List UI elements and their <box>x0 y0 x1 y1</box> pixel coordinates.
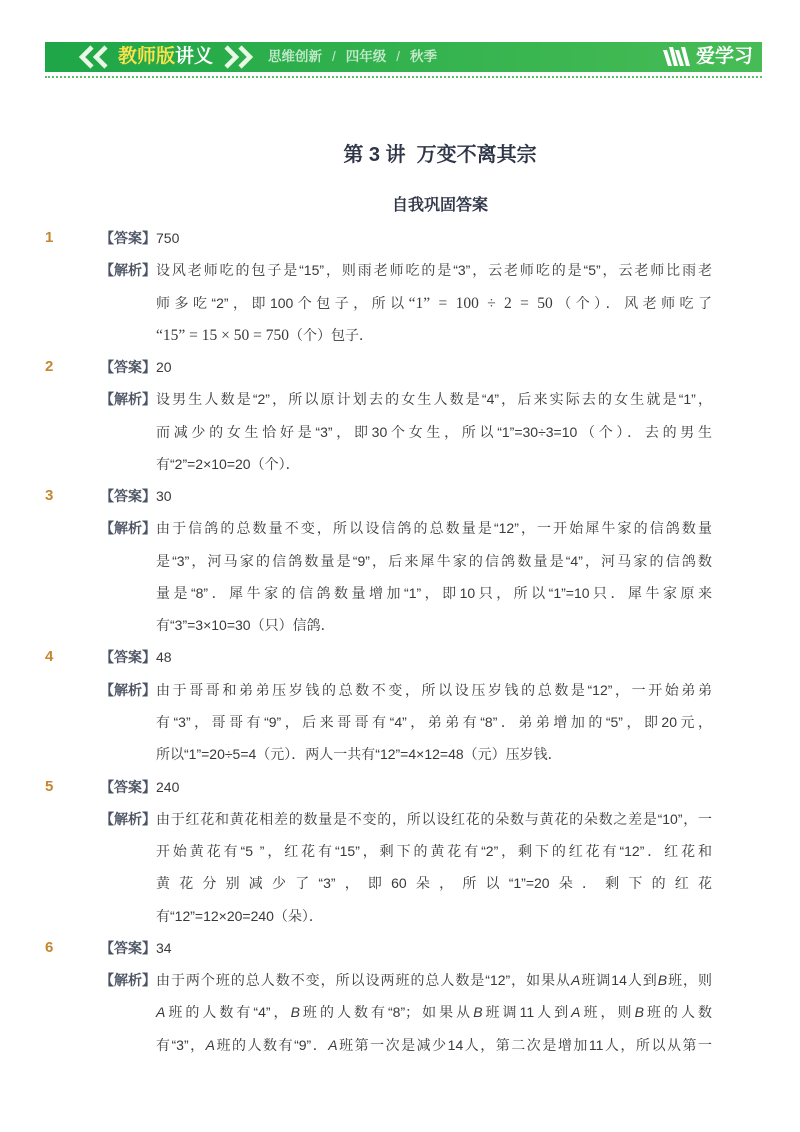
analysis-line <box>45 996 712 1028</box>
answer-row <box>45 222 712 254</box>
analysis-line <box>45 416 712 448</box>
analysis-line <box>45 545 712 577</box>
item-number: 2 <box>45 358 54 376</box>
analysis-text <box>156 254 712 286</box>
edition-label <box>118 42 213 72</box>
answer-item <box>45 932 712 1061</box>
analysis-line <box>45 512 712 544</box>
text-run: 设风老师吃的包子是“15”，则雨老师吃的是“3”，云老师吃的是“5”，云老师比雨老 <box>156 262 712 279</box>
text-run: 由于哥哥和弟弟压岁钱的总数不变，所以设压岁钱的总数是“12”，一开始弟弟 <box>156 681 712 698</box>
analysis-text <box>156 964 712 996</box>
item-number: 4 <box>45 648 54 666</box>
analysis-line <box>45 867 712 899</box>
text-run: 有“12”=12×20=240（朵）． <box>156 907 323 924</box>
class-letter: A <box>571 972 581 989</box>
text-run: 班的人数有“4”， <box>165 1004 291 1021</box>
answer-item <box>45 480 712 641</box>
class-letter: A <box>328 1036 338 1053</box>
analysis-label: 【解析】 <box>100 810 156 827</box>
breadcrumb-grade: 四年级 <box>345 49 387 64</box>
class-letter: B <box>657 972 668 989</box>
analysis-text <box>156 319 712 352</box>
text-run: 师多吃“2”，即100个包子，所以 <box>156 294 409 311</box>
class-letter: A <box>571 1004 581 1021</box>
text-run: 班第一次是减少14人，第二次是增加11人，所以从第一 <box>337 1036 712 1053</box>
item-number: 6 <box>45 938 54 956</box>
answer-row <box>45 351 712 383</box>
answer-row <box>45 480 712 512</box>
breadcrumb-separator: / <box>396 49 401 64</box>
answer-item <box>45 351 712 480</box>
text-run: 量是“8”．犀牛家的信鸽数量增加“1”，即10只，所以“1”=10只．犀牛家原来 <box>156 584 712 601</box>
answer-label: 【答案】 <box>100 939 156 956</box>
header-divider <box>45 76 762 78</box>
analysis-line <box>45 287 712 319</box>
double-chevron-left-icon <box>75 42 115 72</box>
analysis-line <box>45 319 712 351</box>
analysis-line <box>45 609 712 641</box>
text-run: 班的人数 <box>643 1004 712 1021</box>
double-chevron-right-icon <box>221 42 257 72</box>
analysis-label: 【解析】 <box>100 972 156 989</box>
class-letter: A <box>205 1036 215 1053</box>
answer-label: 【答案】 <box>100 488 156 505</box>
analysis-line <box>45 964 712 996</box>
text-run: 是“3”，河马家的信鸽数量是“9”，后来犀牛家的信鸽数量是“4”，河马家的信鸽数 <box>156 552 712 569</box>
analysis-text <box>156 545 712 577</box>
math-expression: “15” = 15 × 50 = 750 <box>156 326 289 344</box>
item-number: 3 <box>45 487 54 505</box>
header-banner <box>45 42 762 72</box>
answer-value: 34 <box>156 939 172 956</box>
item-number: 1 <box>45 229 54 246</box>
analysis-line <box>45 448 712 480</box>
analysis-label: 【解析】 <box>100 262 156 279</box>
analysis-line <box>45 674 712 706</box>
analysis-text <box>156 835 712 867</box>
text-run: （个）包子． <box>288 326 373 343</box>
answer-label: 【答案】 <box>100 778 156 795</box>
text-run: 班，则 <box>667 972 713 989</box>
answer-value: 20 <box>156 359 172 376</box>
class-letter: A <box>156 1004 166 1021</box>
item-number: 5 <box>45 777 54 795</box>
class-letter: B <box>290 1004 300 1021</box>
text-run: 班调14人到 <box>580 972 658 989</box>
page-title: 第 3 讲 万变不离其宗 <box>343 144 537 166</box>
text-run: 有“2”=2×10=20（个）． <box>156 455 300 472</box>
analysis-text <box>156 609 712 641</box>
analysis-line <box>45 803 712 835</box>
text-run: 有“3”，哥哥有“9”，后来哥哥有“4”，弟弟有“8”．弟弟增加的“5”，即20元， <box>156 713 712 730</box>
analysis-line <box>45 577 712 609</box>
analysis-line <box>45 1029 712 1061</box>
analysis-text <box>156 900 712 932</box>
text-run: 班调11人到 <box>482 1004 572 1021</box>
analysis-text <box>156 287 712 320</box>
breadcrumb-season: 秋季 <box>410 49 438 64</box>
analysis-line <box>45 383 712 415</box>
answer-value: 48 <box>156 649 172 666</box>
analysis-label: 【解析】 <box>100 681 156 698</box>
analysis-text <box>156 416 712 448</box>
answer-label: 【答案】 <box>100 649 156 666</box>
edition-rest: 讲义 <box>175 46 214 67</box>
answer-label: 【答案】 <box>100 359 156 376</box>
answer-value: 750 <box>156 230 180 246</box>
analysis-text <box>156 383 712 415</box>
answer-value: 240 <box>156 778 180 795</box>
text-run: 由于信鸽的总数量不变，所以设信鸽的总数量是“12”，一开始犀牛家的信鸽数量 <box>156 520 712 537</box>
analysis-text <box>156 996 712 1028</box>
analysis-text <box>156 512 712 544</box>
analysis-line <box>45 738 712 770</box>
analysis-text <box>156 674 712 706</box>
text-run: （个）．风老师吃了 <box>552 294 713 311</box>
section-subtitle: 自我巩固答案 <box>391 197 488 214</box>
class-letter: B <box>473 1004 483 1021</box>
text-run: 设男生人数是“2”，所以原计划去的女生人数是“4”，后来实际去的女生就是“1”， <box>156 391 712 408</box>
analysis-label: 【解析】 <box>100 391 156 408</box>
analysis-text <box>156 448 712 480</box>
text-run: 黄花分别减少了“3”，即60朵，所以“1”=20朵．剩下的红花 <box>156 875 712 892</box>
breadcrumb-subject: 思维创新 <box>268 49 322 64</box>
text-run: 有“3”， <box>156 1036 206 1053</box>
answers-list <box>45 222 712 1061</box>
text-run: 有“3”=3×10=30（只）信鸽． <box>156 617 335 634</box>
analysis-line <box>45 254 712 286</box>
answer-label: 【答案】 <box>100 230 156 246</box>
analysis-line <box>45 900 712 932</box>
analysis-text <box>156 867 712 899</box>
answer-row <box>45 641 712 673</box>
analysis-text <box>156 803 712 835</box>
brand-logo-text: 爱学习 <box>696 46 754 67</box>
answer-item <box>45 771 712 932</box>
text-run: 开始黄花有“5 ”，红花有“15”，剩下的黄花有“2”，剩下的红花有“12”．红花和 <box>156 843 712 860</box>
class-letter: B <box>634 1004 644 1021</box>
text-run: 班，则 <box>580 1004 635 1021</box>
answer-row <box>45 771 712 803</box>
breadcrumb <box>268 42 437 72</box>
text-run: 班的人数有“9”． <box>215 1036 329 1053</box>
analysis-text <box>156 706 712 738</box>
analysis-label: 【解析】 <box>100 520 156 537</box>
math-expression: “1” = 100 ÷ 2 = 50 <box>408 294 553 312</box>
text-run: 由于两个班的总人数不变，所以设两班的总人数是“12”，如果从 <box>156 972 572 989</box>
breadcrumb-separator: / <box>332 49 336 64</box>
answer-value: 30 <box>156 488 172 505</box>
analysis-line <box>45 706 712 738</box>
text-run: 由于红花和黄花相差的数量是不变的，所以设红花的朵数与黄花的朵数之差是“10”，一 <box>156 810 712 827</box>
edition-highlight: 教师版 <box>118 46 176 67</box>
analysis-line <box>45 835 712 867</box>
text-run: 而减少的女生恰好是“3”，即30个女生，所以“1”=30÷3=10（个）．去的男生 <box>156 423 712 440</box>
analysis-text <box>156 738 712 770</box>
analysis-text <box>156 1029 712 1061</box>
answer-row <box>45 932 712 964</box>
analysis-text <box>156 577 712 609</box>
aixuexi-logo-icon <box>662 45 692 69</box>
text-run: 所以“1”=20÷5=4（元）．两人一共有“12”=4×12=48（元）压岁钱． <box>156 746 562 763</box>
answer-item <box>45 641 712 770</box>
text-run: 班的人数有“8”；如果从 <box>299 1004 474 1021</box>
answer-item <box>45 222 712 351</box>
